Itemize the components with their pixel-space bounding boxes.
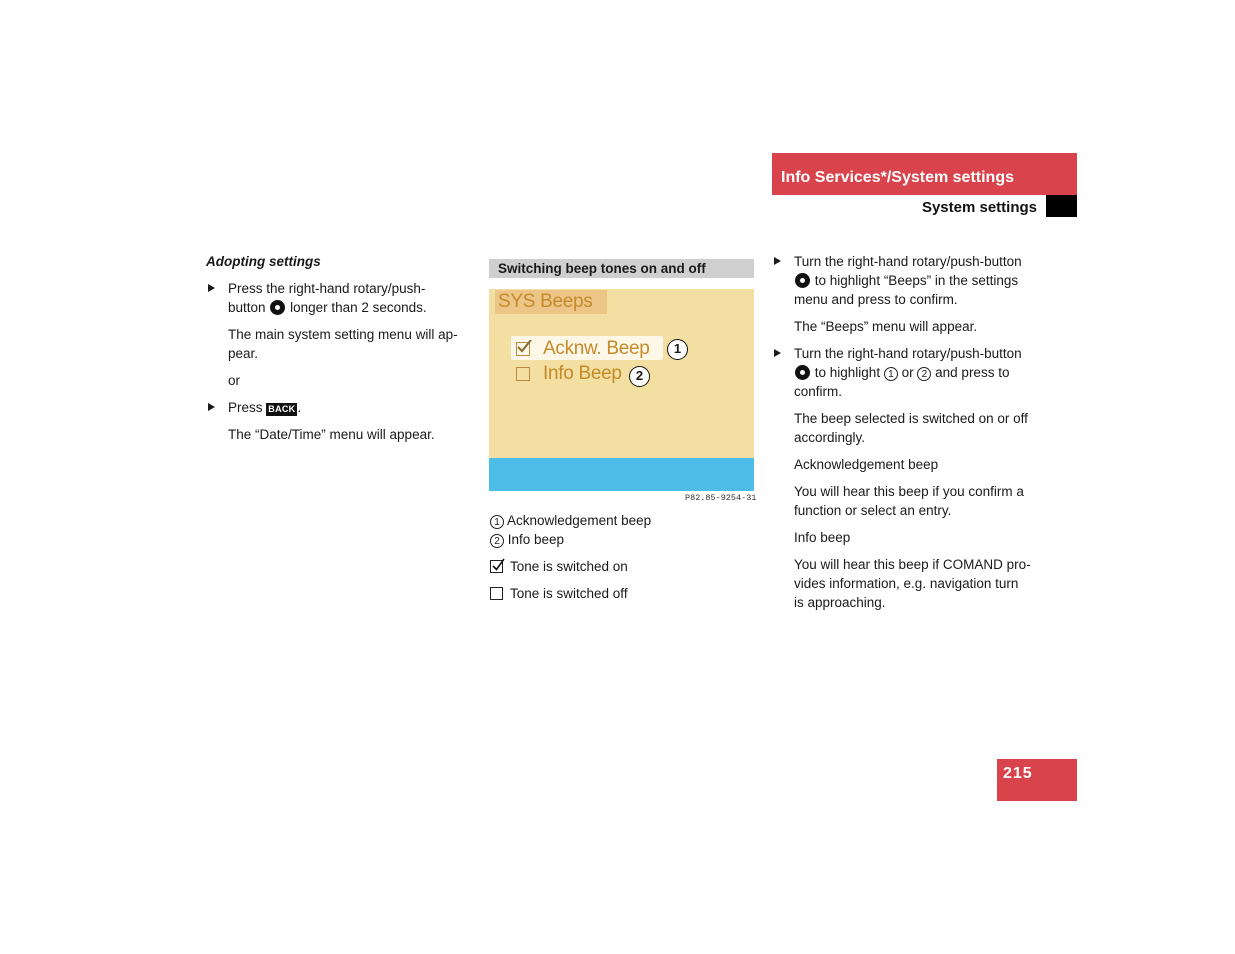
step-text: Turn the right-hand rotary/push-button bbox=[794, 346, 1022, 361]
step-select-beep bbox=[772, 344, 1044, 401]
step-press-back bbox=[206, 398, 476, 417]
legend-label: Tone is switched off bbox=[510, 586, 628, 601]
step-result: The “Date/Time” menu will appear. bbox=[228, 427, 435, 442]
step-text: . bbox=[297, 400, 302, 415]
legend-label: Tone is switched on bbox=[510, 559, 628, 574]
section-header: Info Services*/System settings bbox=[772, 153, 1077, 195]
step-text: to highlight “Beeps” in the settings bbox=[814, 273, 1019, 288]
step-text: or bbox=[901, 365, 914, 380]
rotary-knob-icon bbox=[795, 365, 810, 380]
header-marker bbox=[1046, 195, 1077, 217]
callout-1: 1 bbox=[667, 339, 688, 360]
step-press-button bbox=[206, 279, 476, 317]
step-highlight-beeps bbox=[772, 252, 1044, 309]
step-text: menu and press to confirm. bbox=[794, 292, 958, 307]
number-2-icon: 2 bbox=[917, 367, 931, 381]
legend-item bbox=[490, 511, 755, 530]
step-text: button bbox=[228, 300, 266, 315]
subsection-title: System settings bbox=[921, 199, 1037, 216]
screen-item-info: Info Beep bbox=[543, 363, 622, 384]
result-text: pear. bbox=[228, 346, 259, 361]
rotary-knob-icon bbox=[795, 273, 810, 288]
desc-text: You will hear this beep if you confirm a bbox=[794, 484, 1024, 499]
info-description bbox=[772, 555, 1044, 612]
callout-2: 2 bbox=[629, 366, 650, 387]
step-result bbox=[772, 409, 1044, 447]
info-title: Info beep bbox=[794, 530, 851, 545]
step-result bbox=[206, 325, 476, 363]
desc-text: vides information, e.g. navigation turn bbox=[794, 576, 1019, 591]
back-key-icon: BACK bbox=[268, 404, 296, 414]
step-text: Turn the right-hand rotary/push-button bbox=[794, 254, 1022, 269]
figure-legend bbox=[490, 511, 755, 603]
rotary-knob-icon bbox=[270, 300, 285, 315]
empty-box-icon bbox=[490, 587, 503, 600]
step-text: to highlight bbox=[814, 365, 881, 380]
legend-item bbox=[490, 530, 755, 549]
result-text: The main system setting menu will ap- bbox=[228, 327, 458, 342]
figure-code: P82.85-9254-31 bbox=[685, 493, 757, 503]
legend-item bbox=[490, 557, 755, 576]
figure-caption: Switching beep tones on and off bbox=[489, 259, 754, 278]
screen-illustration bbox=[489, 289, 754, 491]
step-text: longer than 2 seconds. bbox=[290, 300, 427, 315]
step-text: confirm. bbox=[794, 384, 843, 399]
screen-title: SYS Beeps bbox=[495, 290, 607, 314]
desc-text: function or select an entry. bbox=[794, 503, 952, 518]
step-result: The “Beeps” menu will appear. bbox=[794, 319, 978, 334]
result-text: accordingly. bbox=[794, 430, 866, 445]
ack-description bbox=[772, 482, 1044, 520]
number-1-icon: 1 bbox=[884, 367, 898, 381]
desc-text: is approaching. bbox=[794, 595, 886, 610]
step-text: and press to bbox=[935, 365, 1010, 380]
result-text: The beep selected is switched on or off bbox=[794, 411, 1028, 426]
left-column bbox=[206, 252, 476, 444]
or-text: or bbox=[228, 373, 241, 388]
number-1-icon: 1 bbox=[490, 515, 504, 529]
step-text: Press bbox=[228, 400, 263, 415]
legend-label: Acknowledgement beep bbox=[507, 513, 652, 528]
unchecked-checkbox-icon bbox=[516, 367, 530, 381]
screen-item-ack: Acknw. Beep bbox=[543, 338, 650, 359]
desc-text: You will hear this beep if COMAND pro- bbox=[794, 557, 1031, 572]
checked-checkbox-icon bbox=[516, 342, 530, 356]
legend-label: Info beep bbox=[507, 532, 565, 547]
screen-bottom-bar bbox=[489, 458, 754, 491]
step-text: Press the right-hand rotary/push- bbox=[228, 281, 426, 296]
number-2-icon: 2 bbox=[490, 534, 504, 548]
right-column bbox=[772, 252, 1044, 612]
section-title: Adopting settings bbox=[206, 254, 321, 269]
page-number: 215 bbox=[997, 759, 1077, 801]
legend-item bbox=[490, 584, 755, 603]
ack-title: Acknowledgement beep bbox=[794, 457, 939, 472]
checked-box-icon bbox=[490, 560, 503, 573]
